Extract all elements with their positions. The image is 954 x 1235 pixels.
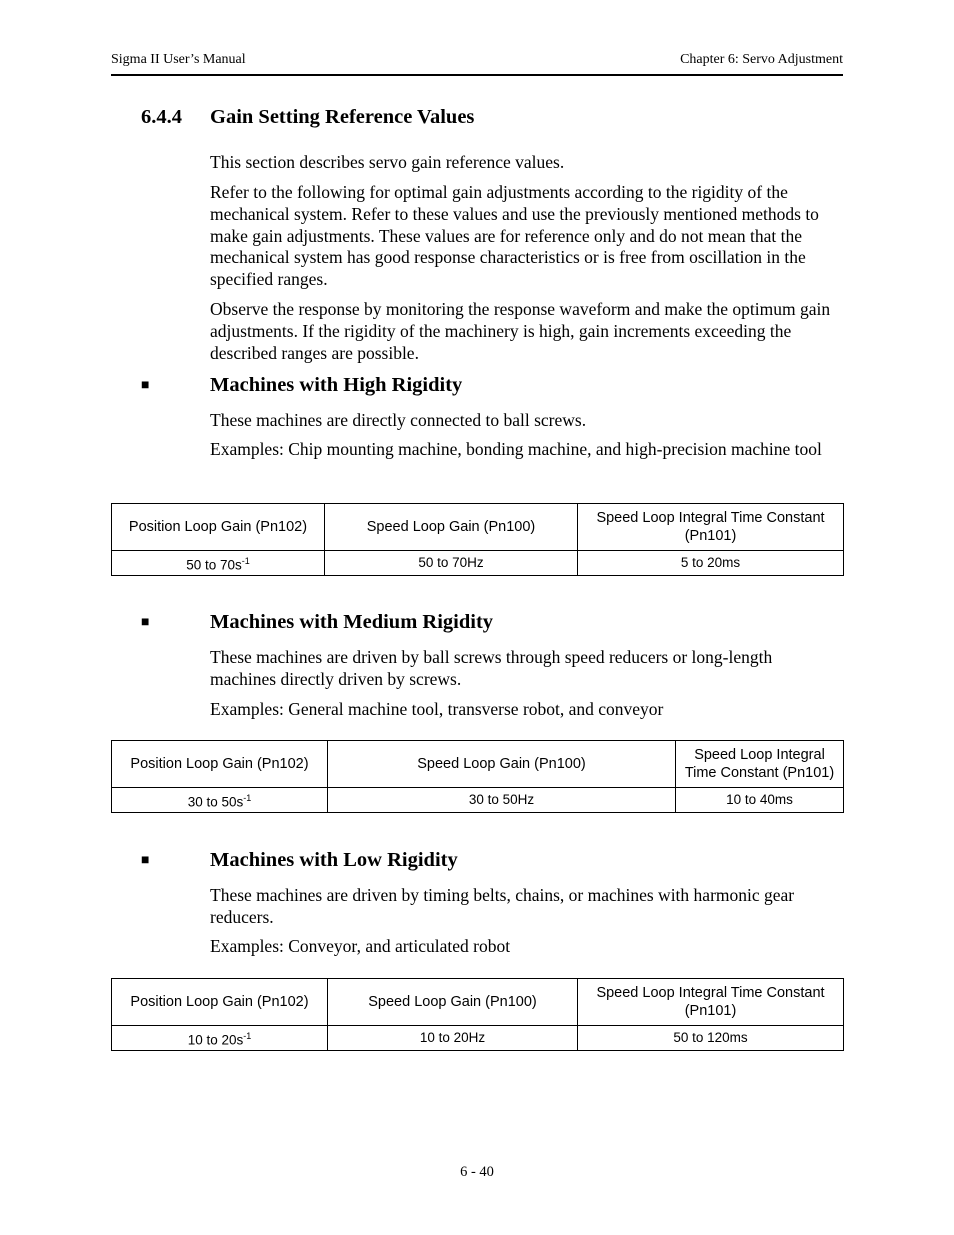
low-rigidity-table bbox=[111, 978, 844, 1051]
intro-paragraph-3: Observe the response by monitoring the response waveform and make the optimum gain adjustments. If the rigidity of the machinery is high, gain increments exceeding the described ranges are possible. bbox=[210, 299, 831, 363]
integral-time-constant-value: 5 to 20ms bbox=[578, 551, 844, 576]
position-loop-gain-value: 30 to $50s^{-1}$ bbox=[112, 788, 328, 813]
page-number: 6 - 40 bbox=[460, 1164, 494, 1180]
high-rigidity-title: Machines with High Rigidity bbox=[210, 374, 463, 396]
high-rigidity-table bbox=[111, 503, 844, 576]
table-row bbox=[112, 788, 844, 813]
low-rigidity-examples: Examples: Conveyor, and articulated robot bbox=[210, 936, 511, 956]
section-heading bbox=[141, 106, 474, 129]
low-rigidity-heading bbox=[141, 849, 458, 872]
integral-time-constant-value: 50 to 120ms bbox=[578, 1026, 844, 1051]
header-manual-title: Sigma II User’s Manual bbox=[111, 52, 246, 67]
position-loop-gain-value: 10 to $20s^{-1}$ bbox=[112, 1026, 328, 1051]
speed-loop-gain-header: Speed Loop Gain (Pn100) bbox=[328, 979, 578, 1026]
section-number: 6.4.4 bbox=[141, 106, 182, 128]
square-bullet-icon: ■ bbox=[141, 615, 150, 630]
speed-loop-gain-header: Speed Loop Gain (Pn100) bbox=[325, 504, 578, 551]
high-rigidity-description: These machines are directly connected to ball screws. bbox=[210, 410, 587, 430]
section-title: Gain Setting Reference Values bbox=[210, 106, 475, 128]
position-loop-gain-header: Position Loop Gain (Pn102) bbox=[112, 504, 325, 551]
medium-rigidity-examples: Examples: General machine tool, transverse robot, and conveyor bbox=[210, 699, 664, 719]
intro-paragraph-1: This section describes servo gain reference values. bbox=[210, 152, 565, 172]
table-row bbox=[112, 1026, 844, 1051]
integral-time-constant-header: Speed Loop Integral Time Constant (Pn101) bbox=[676, 741, 844, 788]
position-loop-gain-header: Position Loop Gain (Pn102) bbox=[112, 979, 328, 1026]
medium-rigidity-title: Machines with Medium Rigidity bbox=[210, 611, 494, 633]
medium-rigidity-heading bbox=[141, 611, 493, 634]
position-loop-gain-header: Position Loop Gain (Pn102) bbox=[112, 741, 328, 788]
integral-time-constant-header: Speed Loop Integral Time Constant (Pn101) bbox=[578, 979, 844, 1026]
header-chapter-title: Chapter 6: Servo Adjustment bbox=[680, 52, 843, 67]
low-rigidity-description: These machines are driven by timing belts, chains, or machines with harmonic gear reducers. bbox=[210, 885, 795, 927]
high-rigidity-heading bbox=[141, 374, 462, 397]
page-header bbox=[111, 52, 843, 76]
integral-time-constant-header: Speed Loop Integral Time Constant (Pn101) bbox=[578, 504, 844, 551]
integral-time-constant-value: 10 to 40ms bbox=[676, 788, 844, 813]
square-bullet-icon: ■ bbox=[141, 853, 150, 868]
medium-rigidity-table bbox=[111, 740, 844, 813]
table-header-row bbox=[112, 741, 844, 788]
low-rigidity-title: Machines with Low Rigidity bbox=[210, 849, 458, 871]
high-rigidity-examples: Examples: Chip mounting machine, bonding machine, and high-precision machine tool bbox=[210, 439, 822, 459]
square-bullet-icon: ■ bbox=[141, 378, 150, 393]
medium-rigidity-description: These machines are driven by ball screws through speed reducers or long-length machines directly driven by screws. bbox=[210, 647, 773, 689]
table-row bbox=[112, 551, 844, 576]
position-loop-gain-value: 50 to $70s^{-1}$ bbox=[112, 551, 325, 576]
table-header-row bbox=[112, 504, 844, 551]
speed-loop-gain-header: Speed Loop Gain (Pn100) bbox=[328, 741, 676, 788]
speed-loop-gain-value: 50 to 70Hz bbox=[325, 551, 578, 576]
table-header-row bbox=[112, 979, 844, 1026]
speed-loop-gain-value: 10 to 20Hz bbox=[328, 1026, 578, 1051]
intro-paragraph-2: Refer to the following for optimal gain adjustments according to the rigidity of the mechanical system. Refer to these values and use the previously mentioned methods to make gain adjustments. These values are for reference only and do not mean that the mechanical system has good response characteristics or is free from oscillation in the specified ranges. bbox=[210, 182, 819, 290]
speed-loop-gain-value: 30 to 50Hz bbox=[328, 788, 676, 813]
